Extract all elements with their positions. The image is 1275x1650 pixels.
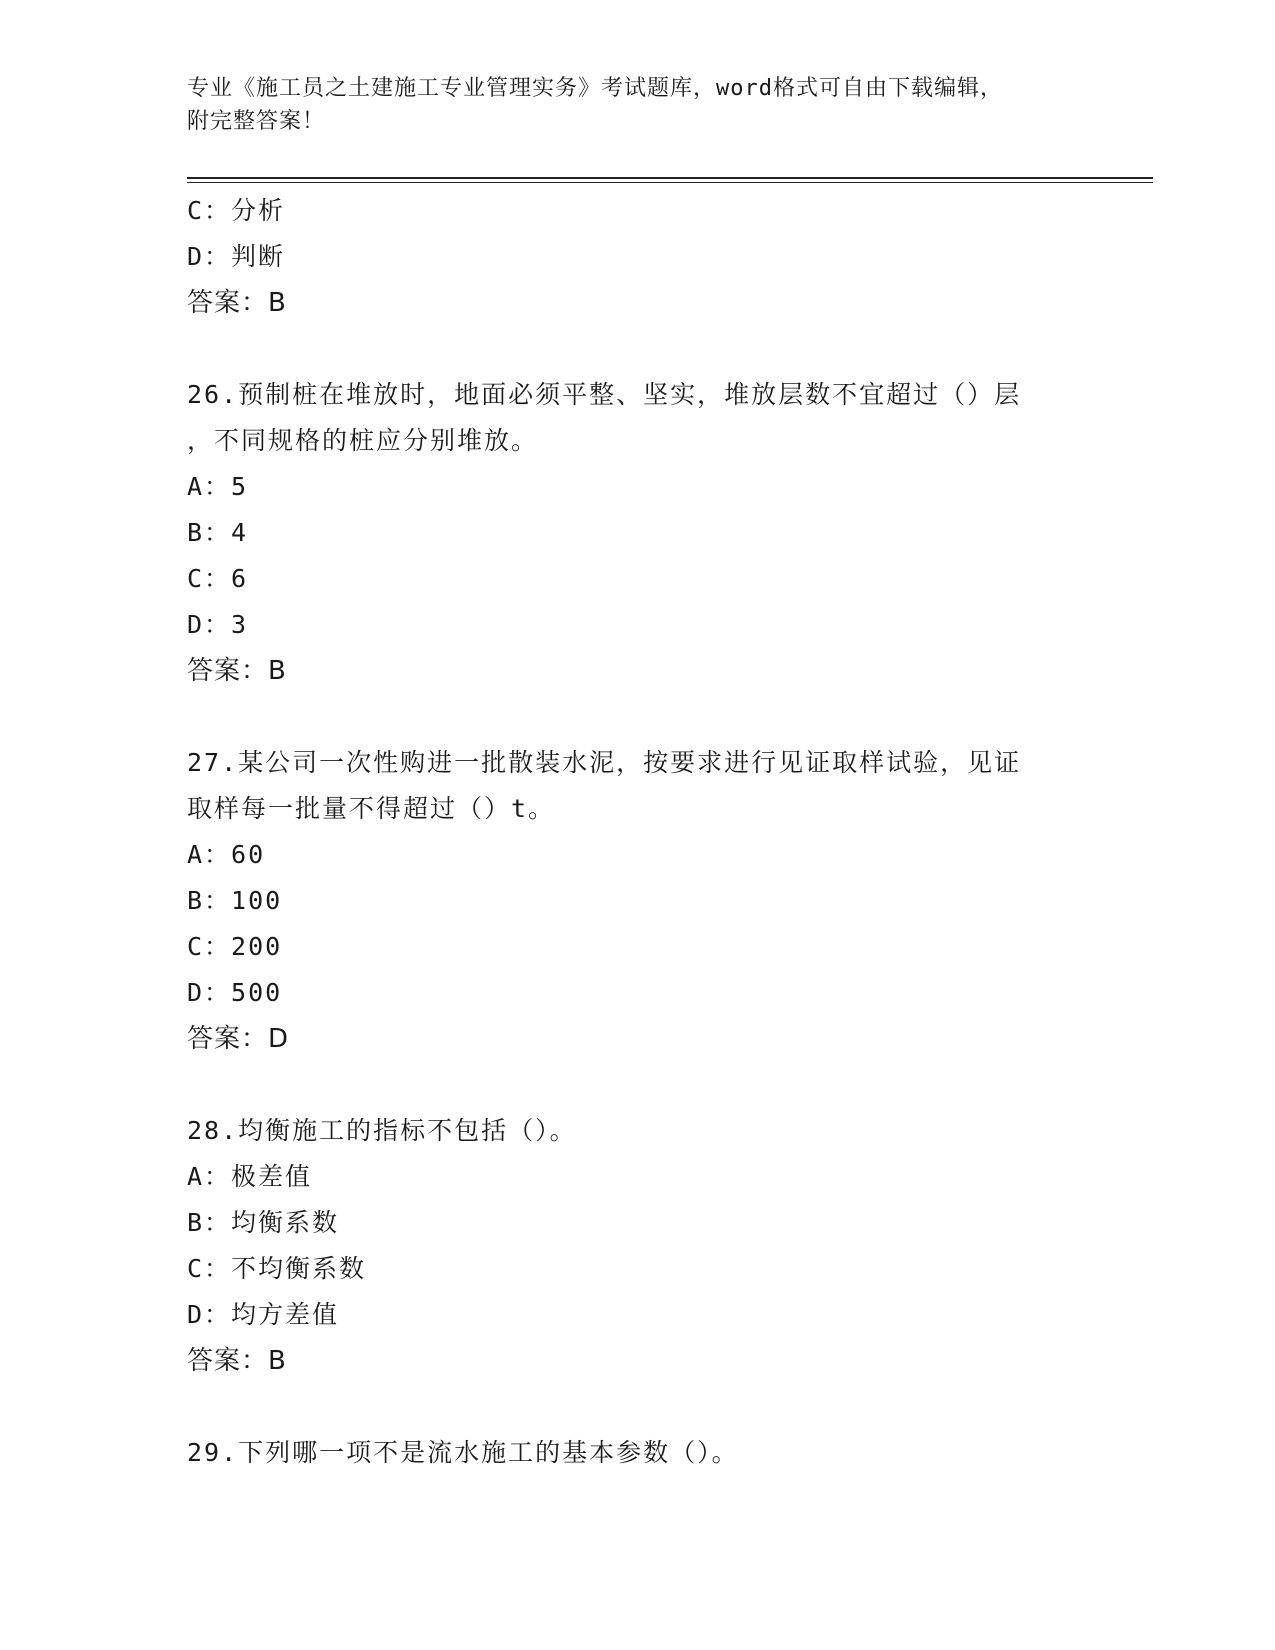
question-stem: 26.预制桩在堆放时，地面必须平整、坚实，堆放层数不宜超过（）层 bbox=[187, 380, 1022, 409]
spacer bbox=[187, 694, 1087, 740]
document-header bbox=[187, 72, 1087, 138]
header-line-2: 附完整答案！ bbox=[187, 109, 326, 134]
question-28 bbox=[187, 1108, 1087, 1384]
question-list bbox=[187, 188, 1087, 1476]
question-29 bbox=[187, 1430, 1087, 1476]
option-c: C：分析 bbox=[187, 196, 286, 225]
spacer bbox=[187, 1384, 1087, 1430]
option-a: A：5 bbox=[187, 472, 249, 501]
header-line-1: 专业《施工员之土建施工专业管理实务》考试题库，word格式可自由下载编辑， bbox=[187, 76, 1003, 101]
option-b: B：100 bbox=[187, 886, 283, 915]
question-stem: 27.某公司一次性购进一批散装水泥，按要求进行见证取样试验，见证 bbox=[187, 748, 1022, 777]
option-c: C：不均衡系数 bbox=[187, 1254, 367, 1283]
question-stem: 29.下列哪一项不是流水施工的基本参数（）。 bbox=[187, 1438, 739, 1467]
option-c: C：6 bbox=[187, 564, 249, 593]
answer-line: 答案：D bbox=[187, 1024, 290, 1054]
option-b: B：均衡系数 bbox=[187, 1208, 340, 1237]
question-stem: 28.均衡施工的指标不包括（）。 bbox=[187, 1116, 577, 1145]
answer-line: 答案：B bbox=[187, 288, 287, 318]
spacer bbox=[187, 326, 1087, 372]
question-27 bbox=[187, 740, 1087, 1062]
option-a: A：60 bbox=[187, 840, 266, 869]
option-d: D：3 bbox=[187, 610, 249, 639]
answer-line: 答案：B bbox=[187, 1346, 287, 1376]
option-c: C：200 bbox=[187, 932, 283, 961]
option-b: B：4 bbox=[187, 518, 249, 547]
header-divider-thin bbox=[187, 182, 1153, 183]
question-26 bbox=[187, 372, 1087, 694]
option-d: D：判断 bbox=[187, 242, 286, 271]
answer-line: 答案：B bbox=[187, 656, 287, 686]
option-d: D：500 bbox=[187, 978, 283, 1007]
question-stem-continued: ，不同规格的桩应分别堆放。 bbox=[187, 426, 539, 455]
header-divider-thick bbox=[187, 177, 1153, 179]
spacer bbox=[187, 1062, 1087, 1108]
option-d: D：均方差值 bbox=[187, 1300, 340, 1329]
question-25-tail bbox=[187, 188, 1087, 326]
question-stem-continued: 取样每一批量不得超过（）t。 bbox=[187, 794, 556, 823]
option-a: A：极差值 bbox=[187, 1162, 313, 1191]
